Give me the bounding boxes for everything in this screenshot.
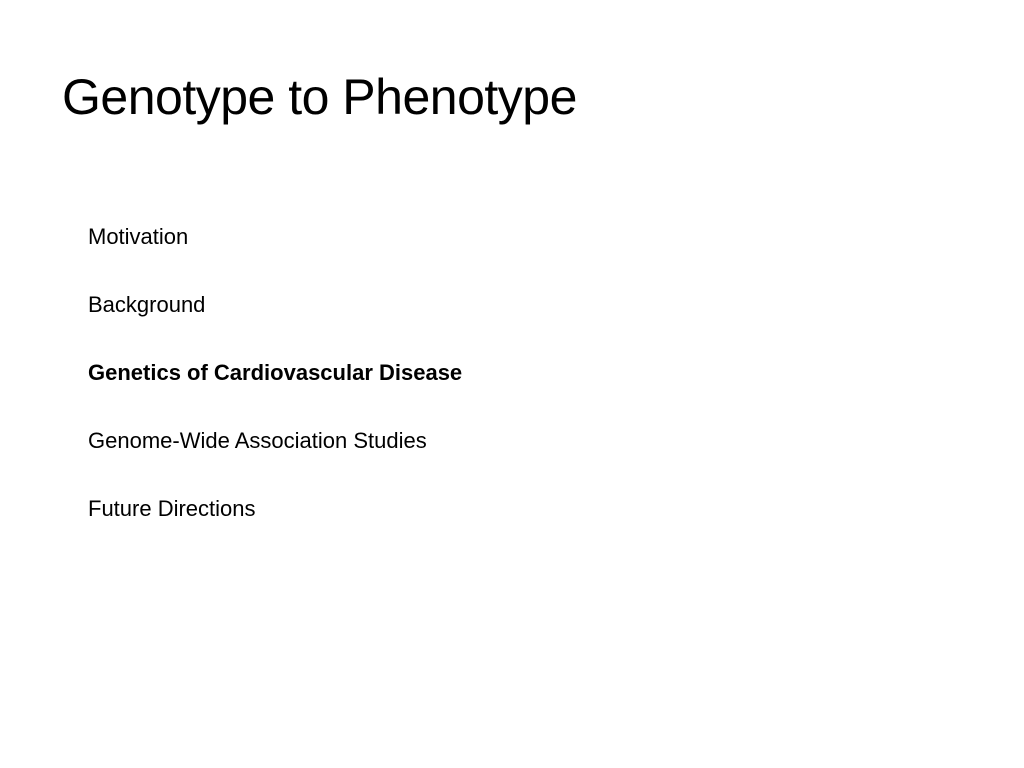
agenda-item-genetics-of-cardiovascular-disease: Genetics of Cardiovascular Disease [88,360,463,385]
agenda-item-background: Background [88,292,206,317]
agenda-item-genome-wide-association-studies: Genome-Wide Association Studies [88,428,427,453]
agenda-item-motivation: Motivation [88,224,189,249]
agenda-list [88,222,462,562]
agenda-item-future-directions: Future Directions [88,496,256,521]
slide-title: Genotype to Phenotype [62,69,577,125]
